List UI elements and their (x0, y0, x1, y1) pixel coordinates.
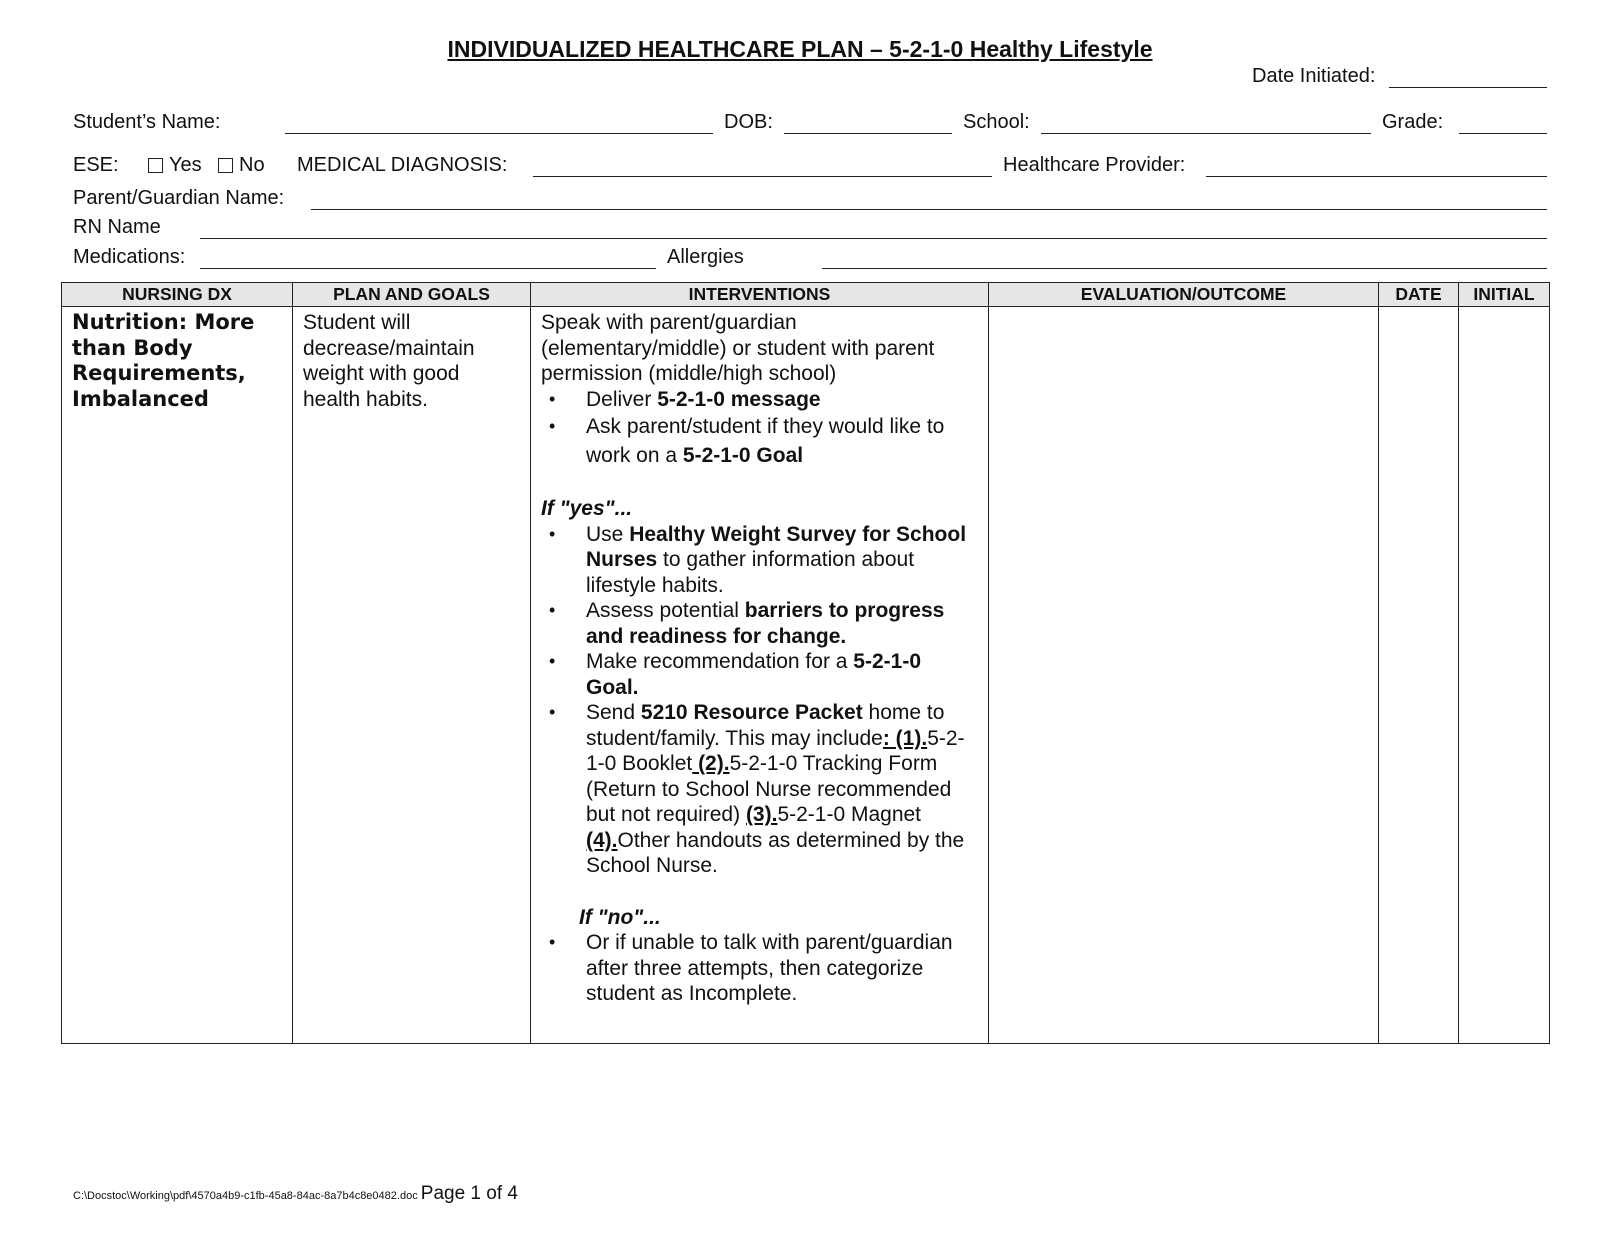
school-label: School: (963, 111, 1030, 133)
parent-name-field[interactable] (311, 209, 1547, 210)
if-yes-list (541, 522, 978, 879)
list-item: • Assess potential barriers to progress and readiness for change. (586, 598, 978, 649)
list-item: • Make recommendation for a 5-2-1-0 Goal. (586, 649, 978, 700)
if-yes-heading: If "yes"... (541, 497, 633, 520)
footer (73, 1183, 518, 1205)
ese-yes-option[interactable] (148, 154, 202, 177)
nursing-dx-cell: Nutrition: More than Body Requirements, Imbalanced (62, 307, 293, 1044)
list-item: • Ask parent/student if they would like to work on a 5-2-1-0 Goal (586, 412, 978, 470)
ese-yes-label: Yes (169, 154, 202, 176)
grade-field[interactable] (1459, 133, 1547, 134)
list-item: • Use Healthy Weight Survey for School Nurses to gather information about lifestyle habits. (586, 522, 978, 599)
healthcare-provider-label: Healthcare Provider: (1003, 154, 1186, 176)
date-initiated-field[interactable] (1389, 87, 1547, 88)
ese-no-checkbox[interactable] (218, 158, 233, 173)
dob-field[interactable] (784, 133, 952, 134)
col-header-nursing-dx: NURSING DX (62, 283, 293, 307)
table-row (62, 307, 1550, 1044)
date-initiated-label: Date Initiated: (1252, 65, 1376, 87)
rn-name-field[interactable] (200, 238, 1547, 239)
col-header-date: DATE (1379, 283, 1459, 307)
grade-label: Grade: (1382, 111, 1444, 133)
medications-field[interactable] (200, 268, 656, 269)
col-header-interventions: INTERVENTIONS (531, 283, 989, 307)
medical-diagnosis-label: MEDICAL DIAGNOSIS: (297, 154, 508, 176)
student-name-label: Student’s Name: (73, 111, 221, 133)
dob-label: DOB: (724, 111, 773, 133)
rn-name-label: RN Name (73, 216, 161, 238)
medical-diagnosis-field[interactable] (533, 176, 992, 177)
page-number: Page 1 of 4 (420, 1183, 518, 1204)
list-item: • Send 5210 Resource Packet home to student/family. This may include: (1).5-2-1-0 Booklet (2).5-2-1-0 Tracking Form (Return to School Nurse recommended but not required) (3).5-2-1-0 Magnet (4).Other handouts as determined by the School Nurse. (586, 700, 978, 879)
if-no-heading: If "no"... (579, 905, 661, 929)
allergies-field[interactable] (822, 268, 1547, 269)
ese-yes-checkbox[interactable] (148, 158, 163, 173)
footer-path: C:\Docstoc\Working\pdf\4570a4b9-c1fb-45a8-84ac-8a7b4c8e0482.doc (73, 1190, 418, 1202)
care-plan-table (61, 282, 1550, 1044)
school-field[interactable] (1041, 133, 1371, 134)
col-header-initial: INITIAL (1459, 283, 1550, 307)
allergies-label: Allergies (667, 246, 744, 268)
table-header-row (62, 283, 1550, 307)
interventions-list (541, 387, 978, 471)
interventions-intro: Speak with parent/guardian (elementary/middle) or student with parent permission (middle/high school) (541, 311, 935, 385)
list-item: • Deliver 5-2-1-0 message (586, 387, 978, 413)
medications-label: Medications: (73, 246, 186, 268)
parent-name-label: Parent/Guardian Name: (73, 187, 285, 209)
document-title: INDIVIDUALIZED HEALTHCARE PLAN – 5-2-1-0 Healthy Lifestyle (447, 36, 1153, 62)
if-no-list (541, 930, 978, 1007)
ese-label: ESE: (73, 154, 119, 176)
initial-cell[interactable] (1459, 307, 1550, 1044)
evaluation-cell[interactable] (989, 307, 1379, 1044)
ese-no-option[interactable] (218, 154, 265, 177)
col-header-plan-goals: PLAN AND GOALS (293, 283, 531, 307)
ese-no-label: No (239, 154, 265, 176)
col-header-evaluation: EVALUATION/OUTCOME (989, 283, 1379, 307)
student-name-field[interactable] (285, 133, 713, 134)
date-cell[interactable] (1379, 307, 1459, 1044)
plan-goals-cell: Student will decrease/maintain weight with good health habits. (293, 307, 531, 1044)
interventions-cell (531, 307, 989, 1044)
list-item: • Or if unable to talk with parent/guardian after three attempts, then categorize student as Incomplete. (586, 930, 978, 1007)
healthcare-provider-field[interactable] (1206, 176, 1547, 177)
